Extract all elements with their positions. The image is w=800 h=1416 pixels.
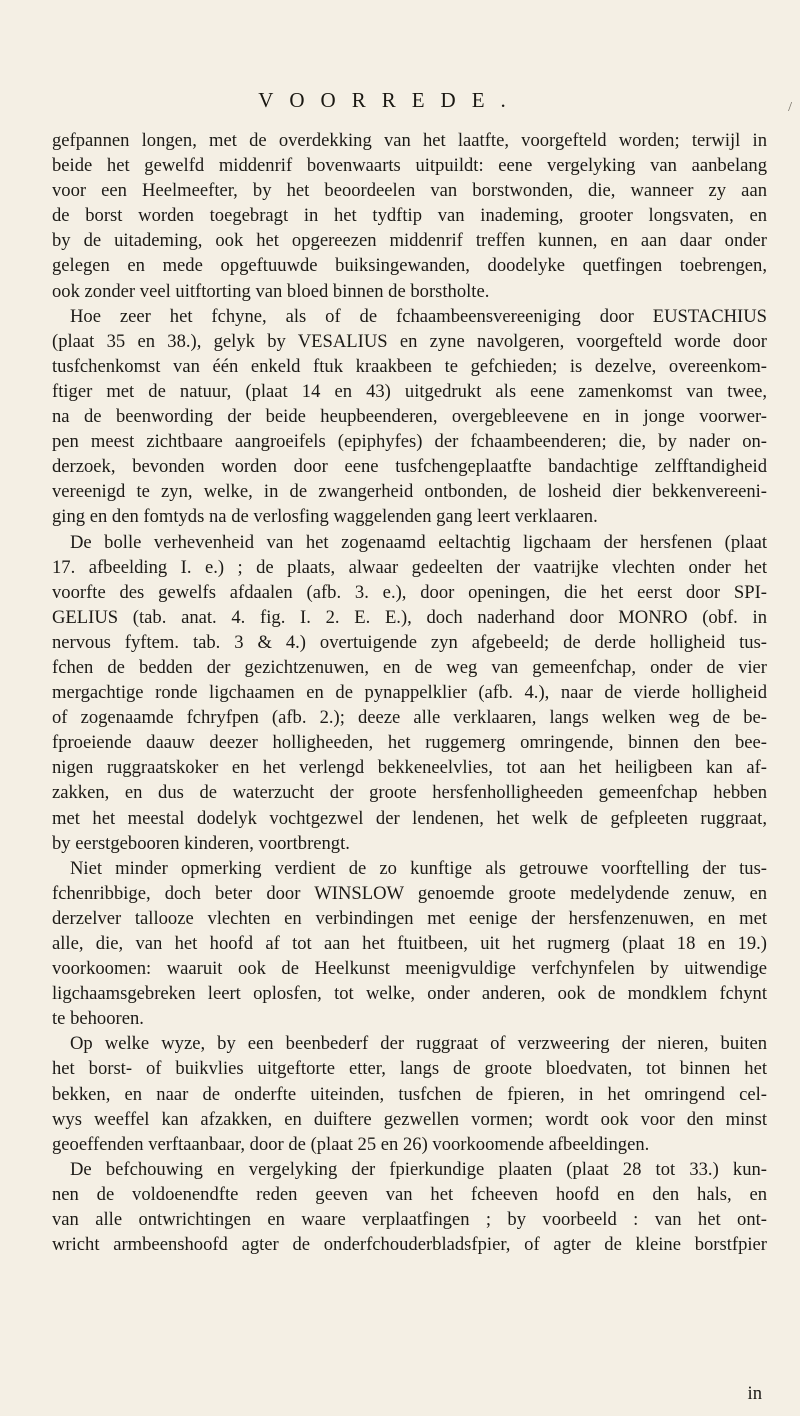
text-line: fchen de bedden der gezichtzenuwen, en de weg van gemeenfchap, onder de vier bbox=[52, 656, 767, 678]
text-line: De befchouwing en vergelyking der fpierkundige plaaten (plaat 28 tot 33.) kun- bbox=[70, 1158, 767, 1180]
text-line: te behooren. bbox=[52, 1008, 144, 1030]
text-line: nervous fyftem. tab. 3 & 4.) overtuigende zyn afgebeeld; de derde holligheid tus- bbox=[52, 631, 767, 653]
text-line: wys weeffel kan afzakken, en duiftere gezwellen vormen; wordt ook voor den minst bbox=[52, 1108, 767, 1130]
body-text bbox=[52, 128, 767, 1257]
text-line: derzoek, bevonden worden door eene tusfchengeplaatfte bandachtige zelfftandigheid bbox=[52, 456, 767, 478]
text-line: fproeiende daauw deezer holligheeden, het ruggemerg omringende, binnen den bee- bbox=[52, 732, 767, 754]
text-line: beide het gewelfd middenrif bovenwaarts uitpuildt: eene vergelyking van aanbelang bbox=[52, 155, 767, 177]
text-line: de borst worden toegebragt in het tydftip van inademing, grooter longsvaten, en bbox=[52, 205, 767, 227]
text-line: ftiger met de natuur, (plaat 14 en 43) uitgedrukt als eene zamenkomst van twee, bbox=[52, 380, 767, 402]
text-line: met het meestal dodelyk vochtgezwel der lendenen, het welk de gefpleeten ruggraat, bbox=[52, 807, 767, 829]
text-line: voorkoomen: waaruit ook de Heelkunst meenigvuldige verfchynfelen by uitwendige bbox=[52, 958, 767, 980]
text-line: ook zonder veel uitftorting van bloed binnen de borstholte. bbox=[52, 280, 490, 302]
catchword: in bbox=[747, 1383, 762, 1404]
text-line: van alle ontwrichtingen en waare verplaatfingen ; by voorbeeld : van het ont- bbox=[52, 1209, 767, 1231]
text-line: Hoe zeer het fchyne, als of de fchaambeensvereeniging door EUSTACHIUS bbox=[70, 305, 767, 327]
text-line: (plaat 35 en 38.), gelyk by VESALIUS en zyne navolgeren, voorgefteld worde door bbox=[52, 330, 767, 352]
running-head: VOORREDE. bbox=[258, 88, 522, 112]
text-line: by de uitademing, ook het opgereezen middenrif treffen kunnen, en aan daar onder bbox=[52, 230, 767, 252]
text-line: na de beenwording der beide heupbeenderen, overgebleevene en in jonge voorwer- bbox=[52, 406, 767, 428]
text-line: zakken, en dus de waterzucht der groote hersfenholligheeden gemeenfchap hebben bbox=[52, 782, 767, 804]
text-line: fchenribbige, doch beter door WINSLOW genoemde groote medelydende zenuw, en bbox=[52, 882, 767, 904]
text-line: vereenigd te zyn, welke, in de zwangerheid ontbonden, de losheid dier bekkenvereeni- bbox=[52, 481, 767, 503]
text-line: voor een Heelmeefter, by het beoordeelen van borstwonden, die, wanneer zy aan bbox=[52, 180, 767, 202]
text-line: bekken, en naar de onderfte uiteinden, tusfchen de fpieren, in het omringend cel- bbox=[52, 1083, 767, 1105]
margin-mark: / bbox=[788, 100, 792, 115]
text-line: nigen ruggraatskoker en het verlengd bekkeneelvlies, tot aan het heiligbeen kan af- bbox=[52, 757, 767, 779]
text-line: mergachtige ronde ligchaamen en de pynappelklier (afb. 4.), naar de vierde holligheid bbox=[52, 682, 767, 704]
text-line: het borst- of buikvlies uitgeftorte etter, langs de groote bloedvaten, tot binnen het bbox=[52, 1058, 767, 1080]
text-line: of zogenaamde fchryfpen (afb. 2.); deeze alle verklaaren, langs welken weg de be- bbox=[52, 707, 767, 729]
text-line: ging en den fomtyds na de verlosfing waggelenden gang leert verklaaren. bbox=[52, 506, 598, 528]
text-line: Op welke wyze, by een beenbederf der ruggraat of verzweering der nieren, buiten bbox=[70, 1033, 767, 1055]
text-line: ligchaamsgebreken leert oplosfen, tot welke, onder anderen, ook de mondklem fchynt bbox=[52, 983, 767, 1005]
text-line: nen de voldoenendfte reden geeven van het fcheeven hoofd en den hals, en bbox=[52, 1183, 767, 1205]
text-line: wricht armbeenshoofd agter de onderfchouderbladsfpier, of agter de kleine borstfpier bbox=[52, 1234, 767, 1256]
text-line: gefpannen longen, met de overdekking van het laatfte, voorgefteld worden; terwijl in bbox=[52, 130, 767, 151]
text-line: by eerstgebooren kinderen, voortbrengt. bbox=[52, 832, 350, 854]
text-line: gelegen en mede opgeftuuwde buiksingewanden, doodelyke quetfingen toebrengen, bbox=[52, 255, 767, 277]
text-line: geoeffenden verftaanbaar, door de (plaat 25 en 26) voorkoomende afbeeldingen. bbox=[52, 1133, 650, 1155]
text-line: tusfchenkomst van één enkeld ftuk kraakbeen te gefchieden; is dezelve, overeenkom- bbox=[52, 355, 767, 377]
text-line: De bolle verhevenheid van het zogenaamd eeltachtig ligchaam der hersfenen (plaat bbox=[70, 531, 767, 553]
text-line: alle, die, van het hoofd af tot aan het ftuitbeen, uit het rugmerg (plaat 18 en 19.) bbox=[52, 933, 767, 954]
text-line: voorfte des gewelfs afdaalen (afb. 3. e.), door openingen, die het eerst door SPI- bbox=[52, 581, 767, 603]
text-line: derzelver tallooze vlechten en verbindingen met eenige der hersfenzenuwen, en met bbox=[52, 907, 767, 929]
text-line: pen meest zichtbaare aangroeifels (epiphyfes) der fchaambeenderen; die, by nader on- bbox=[52, 431, 767, 453]
text-line: 17. afbeelding I. e.) ; de plaats, alwaar gedeelten der vaatrijke vlechten onder het bbox=[52, 556, 767, 578]
text-line: Niet minder opmerking verdient de zo kunftige als getrouwe voorftelling der tus- bbox=[70, 857, 767, 879]
text-line: GELIUS (tab. anat. 4. fig. I. 2. E. E.), doch naderhand door MONRO (obf. in bbox=[52, 606, 767, 628]
